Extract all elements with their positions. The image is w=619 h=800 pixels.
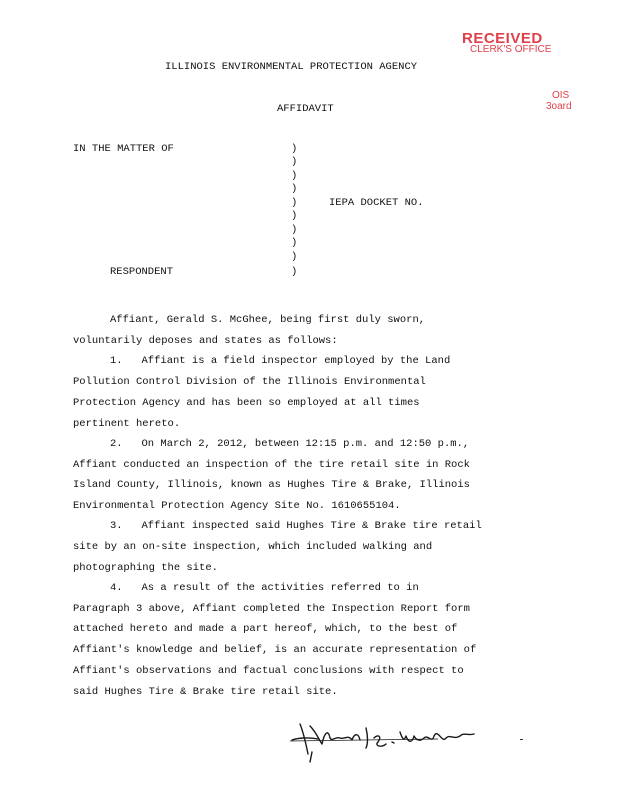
docket-number-label: IEPA DOCKET NO. <box>329 197 424 209</box>
caption-paren: ) <box>291 251 298 263</box>
caption-paren: ) <box>291 237 298 249</box>
paragraph-4-line: said Hughes Tire & Brake tire retail site. <box>73 686 338 698</box>
paragraph-3-line: photographing the site. <box>73 562 218 574</box>
paragraph-1-line: Protection Agency and has been so employed at all times <box>73 397 420 409</box>
paragraph-3-line: site by an on-site inspection, which included walking and <box>73 541 433 553</box>
agency-heading: ILLINOIS ENVIRONMENTAL PROTECTION AGENCY <box>165 61 418 73</box>
caption-paren: ) <box>291 197 298 209</box>
caption-paren: ) <box>291 224 298 236</box>
caption-paren: ) <box>291 210 298 222</box>
stamp-fragment-bottom: 3oard <box>546 101 572 112</box>
signature <box>288 714 488 764</box>
paragraph-1-line: Pollution Control Division of the Illinois Environmental <box>73 376 426 388</box>
signature-mark <box>520 739 523 740</box>
paragraph-4-line: attached hereto and made a part hereof, which, to the best of <box>73 623 458 635</box>
paragraph-2-line: Environmental Protection Agency Site No. 1610655104. <box>73 500 401 512</box>
caption-paren: ) <box>291 183 298 195</box>
respondent-label: RESPONDENT <box>110 266 174 278</box>
paragraph-4-line: Affiant's observations and factual conclusions with respect to <box>73 665 464 677</box>
in-the-matter-of-label: IN THE MATTER OF <box>73 143 174 155</box>
caption-paren: ) <box>291 170 298 182</box>
stamp-fragment-top: OIS <box>552 90 570 101</box>
clerks-office-stamp: CLERK'S OFFICE <box>470 44 552 55</box>
intro-line: Affiant, Gerald S. McGhee, being first duly sworn, <box>110 314 426 326</box>
paragraph-2-line: 2. On March 2, 2012, between 12:15 p.m. and 12:50 p.m., <box>110 438 470 450</box>
document-title: AFFIDAVIT <box>277 103 334 115</box>
paragraph-4-line: 4. As a result of the activities referred to in <box>110 582 419 594</box>
intro-line: voluntarily deposes and states as follows: <box>73 335 338 347</box>
caption-paren: ) <box>291 266 298 278</box>
caption-paren: ) <box>291 143 298 155</box>
received-stamp: RECEIVED <box>462 30 543 47</box>
paragraph-2-line: Affiant conducted an inspection of the tire retail site in Rock <box>73 459 470 471</box>
paragraph-4-line: Affiant's knowledge and belief, is an accurate representation of <box>73 644 477 656</box>
paragraph-1-line: pertinent hereto. <box>73 418 181 430</box>
paragraph-4-line: Paragraph 3 above, Affiant completed the Inspection Report form <box>73 603 470 615</box>
paragraph-2-line: Island County, Illinois, known as Hughes Tire & Brake, Illinois <box>73 479 470 491</box>
paragraph-3-line: 3. Affiant inspected said Hughes Tire & Brake tire retail <box>110 520 482 532</box>
paragraph-1-line: 1. Affiant is a field inspector employed by the Land <box>110 355 451 367</box>
caption-paren: ) <box>291 156 298 168</box>
